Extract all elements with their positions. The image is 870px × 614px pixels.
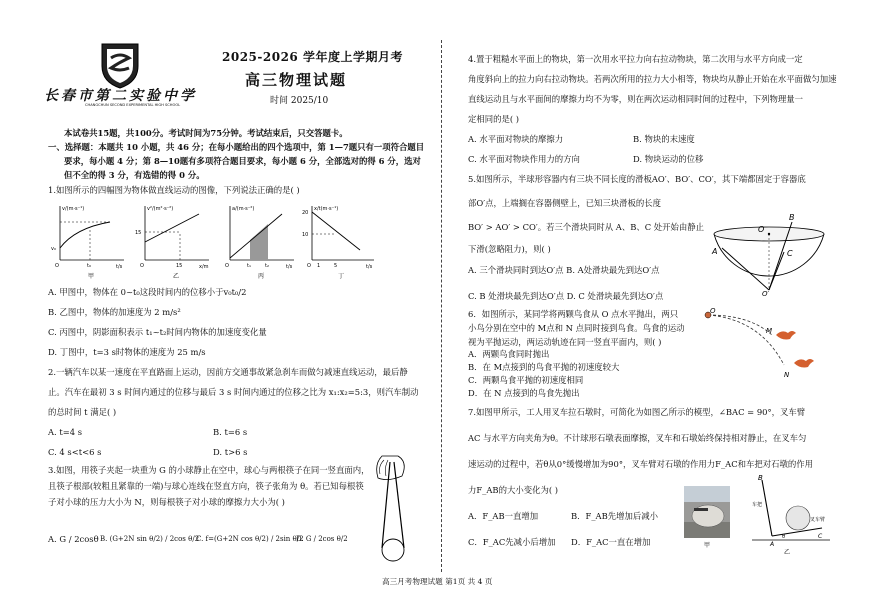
q7-fig-theta: θ [782,534,786,540]
q2-l3: 的总时间 t 满足( ) [48,407,117,417]
q6-projectile-figure [700,305,820,381]
svg-text:O: O [225,263,229,269]
q1-yi-xlabel: x/m [199,264,209,270]
q3-l2: 且筷子根部(较粗且紧靠的一端)与球心连线在竖直方向，筷子张角为 θ。若已知每根筷 [48,481,364,491]
exam-time: 时间 2025/10 [270,96,329,106]
q1-ding-xlabel: t/s [366,264,373,270]
q7-l3: 速运动的过程中，若θ从0°缓慢增加为90°，叉车臂对石墩的作用力F_AC和车把对石墩的作用 [468,459,813,469]
bird-n-icon [794,359,814,368]
svg-text:O: O [307,263,311,269]
q1-ding-xtick2: 5 [334,263,338,269]
q3-chopsticks-figure [368,452,418,564]
q6-option-c: C．两颗鸟食平抛的初速度相同 [468,375,584,385]
q3-l3: 子对小球的压力大小为 N，则每根筷子对小球的摩擦力大小为( ) [48,497,285,507]
q1-graph-ding [300,200,380,280]
q1-jia-xtick: t₀ [87,263,91,269]
section1-l1: 一、选择题：本题共 10 小题，共 46 分；在每小题给出的四个选项中，第 1—7题只有一项符合题目 [48,142,425,152]
q1-bing-xtick1: t₁ [247,263,251,269]
q5-fig-c: C [787,249,793,258]
q4-l1: 4.置于粗糙水平面上的物块，第一次用水平拉力向右拉动物块，第二次用与水平方向成一定 [468,54,803,64]
q7-option-c: C．F_AC先减小后增加 [468,537,556,547]
q5-option-cd: C. B 处滑块最先到达O′点 D. C 处滑块最先到达O′点 [468,291,664,301]
section1-l3: 但不全的得 3 分，有选错的得 0 分。 [64,170,205,180]
q1-jia-ytick: v₀ [51,246,56,252]
school-name-en: CHANGCHUN SECOND EXPERIMENTAL HIGH SCHOOL [85,103,181,107]
q6-option-d: D．在 N 点接到的鸟食先抛出 [468,388,580,398]
q1-yi-caption: 乙 [173,273,180,280]
q1-bing-xtick2: t₂ [265,263,269,269]
svg-text:O: O [140,263,144,269]
q1-ding-xtick1: 1 [317,263,321,269]
q4-option-c: C. 水平面对物块作用力的方向 [468,154,580,164]
q4-l4: 定相同的是( ) [468,114,520,124]
q6-option-a: A．两颗鸟食同时抛出 [468,349,550,359]
q7-l1: 7.如图甲所示，工人用叉车拉石墩时，可简化为如图乙所示的模型，∠BAC = 90°，叉车臂 [468,407,806,417]
svg-text:O: O [55,263,59,269]
q7-option-b: B．F_AB先增加后减小 [571,511,658,521]
q1-ding-ytick1: 20 [302,210,309,216]
q5-hemisphere-figure [706,208,828,296]
q5-fig-o: O [758,225,765,234]
q5-option-ab: A. 三个滑块同时到达O′点 B. A处滑块最先到达O′点 [468,265,660,275]
q3-option-a: A. G / 2cosθ [48,534,99,544]
q7-diagram-yi [752,472,832,556]
paper-note: 本试卷共15题，共100分。考试时间为75分钟。考试结束后，只交答题卡。 [64,128,348,138]
q5-fig-a: A [712,247,718,256]
q7-photo-jia [684,486,730,548]
q1-ding-ytick2: 10 [302,232,309,238]
q3-option-c: C. f=(G+2N cos θ/2) / 2sin θ/2 [196,535,304,543]
q4-option-d: D. 物块运动的位移 [633,154,704,164]
q1-graph-bing [220,200,300,280]
column-divider [441,40,442,572]
q7-option-d: D．F_AC一直在增加 [571,537,651,547]
q6-l1: 6．如图所示，某同学将两颗鸟食从 O 点水平抛出，两只 [468,309,679,319]
q1-yi-xtick: 15 [176,263,183,269]
q1-ding-ylabel: x/t(m·s⁻¹) [314,206,339,212]
q1-option-b: B. 乙图中，物体的加速度为 2 m/s² [48,307,181,317]
q4-option-a: A. 水平面对物块的摩擦力 [468,134,564,144]
q2-option-b: B. t=6 s [213,427,248,437]
q1-stem: 1.如图所示的四幅图为物体做直线运动的图像，下列说法正确的是( ) [48,185,300,195]
q1-graph-yi [135,200,215,280]
q1-jia-caption: 甲 [88,273,95,280]
q1-graph-jia [50,200,130,280]
exam-title: 2025-2026 学年度上学期月考 [222,50,403,64]
q5-fig-o2: O′ [762,290,770,296]
q6-fig-o: O [710,307,716,315]
q1-bing-xlabel: t/s [286,264,293,270]
q4-l2: 角度斜向上的拉力向右拉动物块。若两次所用的拉力大小相等，物块均从静止开始在水平面做匀加速 [468,74,837,84]
q2-l1: 2.一辆汽车以某一速度在平直路面上运动，因前方交通事故紧急刹车而做匀减速直线运动，最后静 [48,367,408,377]
q7-option-a: A．F_AB一直增加 [468,511,539,521]
q1-yi-ylabel: v²/(m²·s⁻²) [147,206,174,212]
q1-option-a: A. 甲图中，物体在 0~t₀这段时间内的位移小于v₀t₀/2 [48,287,247,297]
q3-option-b: B. (G+2N sin θ/2) / 2cos θ/2 [100,535,200,543]
q1-option-d: D. 丁图中，t=3 s时物体的速度为 25 m/s [48,347,206,357]
q2-option-c: C. 4 s<t<6 s [48,447,102,457]
q5-l2: 部O′点，上端搁在容器侧壁上，已知三块滑板的长度 [468,198,662,208]
q2-option-d: D. t>6 s [213,447,248,457]
school-name: 长春市第二实验中学 [44,88,197,104]
q7-fig-fork: 叉车臂 [810,517,826,523]
section1-l2: 要求，每小题 4 分；第 8—10题有多项符合题目要求，每小题 6 分，全部选对的得 6 分，选对 [64,156,421,166]
q4-l3: 直线运动且与水平面间的摩擦力均不为零，则在两次运动相同时间的过程中，下列物理量一 [468,94,803,104]
q6-l3: 视为平抛运动，两运动轨迹在同一竖直平面内，则( ) [468,337,662,347]
q7-fig-jia: 甲 [704,542,711,548]
q1-jia-xlabel: t/s [116,264,123,270]
q3-option-d: D. G / 2cos θ/2 [296,535,348,543]
q3-l1: 3.如图，用筷子夹起一块重为 G 的小球静止在空中，球心与两根筷子在同一竖直面内， [48,465,370,475]
q6-l2: 小鸟分别在空中的 M点和 N 点同时接到鸟食。鸟食的运动 [468,323,685,333]
q7-fig-a: A [770,541,775,548]
q6-fig-n: N [784,371,790,379]
paper-title: 高三物理试题 [245,71,348,89]
q5-l1: 5.如图所示，半球形容器内有三块不同长度的滑板AO′、BO′、CO′，其下端都固定于容器底 [468,174,806,184]
q5-fig-b: B [789,213,795,222]
q7-fig-c: C [818,533,823,540]
q4-option-b: B. 物块的末速度 [633,134,695,144]
bird-m-icon [776,331,796,340]
q1-ding-caption: 丁 [338,273,345,280]
q1-yi-ytick: 15 [135,230,142,236]
q5-l4: 下滑(忽略阻力)，则( ) [468,244,551,254]
page-footer: 高三月考物理试题 第1页 共 4 页 [382,577,493,586]
q6-option-b: B．在 M点接到的鸟食平抛的初速度较大 [468,362,620,372]
q1-bing-ylabel: a/(m·s⁻²) [232,206,255,212]
q2-l2: 止。汽车在最初 3 s 时间内通过的位移与最后 3 s 时间内通过的位移之比为 x₁:x₂=5:3，则汽车制动 [48,387,419,397]
q7-fig-arm: 车把 [752,502,763,508]
school-logo [98,40,142,90]
q7-fig-yi: 乙 [784,549,791,556]
q1-jia-ylabel: v/(m·s⁻¹) [62,206,85,212]
q7-fig-b: B [758,474,763,482]
q2-option-a: A. t=4 s [48,427,83,437]
q5-l3: BO′ > AO′ > CO′。若三个滑块同时从 A、B、C 处开始由静止 [468,222,705,232]
q1-option-c: C. 丙图中，阴影面积表示 t₁~t₂时间内物体的加速度变化量 [48,327,267,337]
q7-l4: 力F_AB的大小变化为( ) [468,485,559,495]
q7-l2: AC 与水平方向夹角为θ。不计球形石墩表面摩擦，叉车和石墩始终保持相对静止，在叉车匀 [468,433,807,443]
q1-bing-caption: 丙 [258,273,265,280]
q6-fig-m: M [766,327,773,335]
